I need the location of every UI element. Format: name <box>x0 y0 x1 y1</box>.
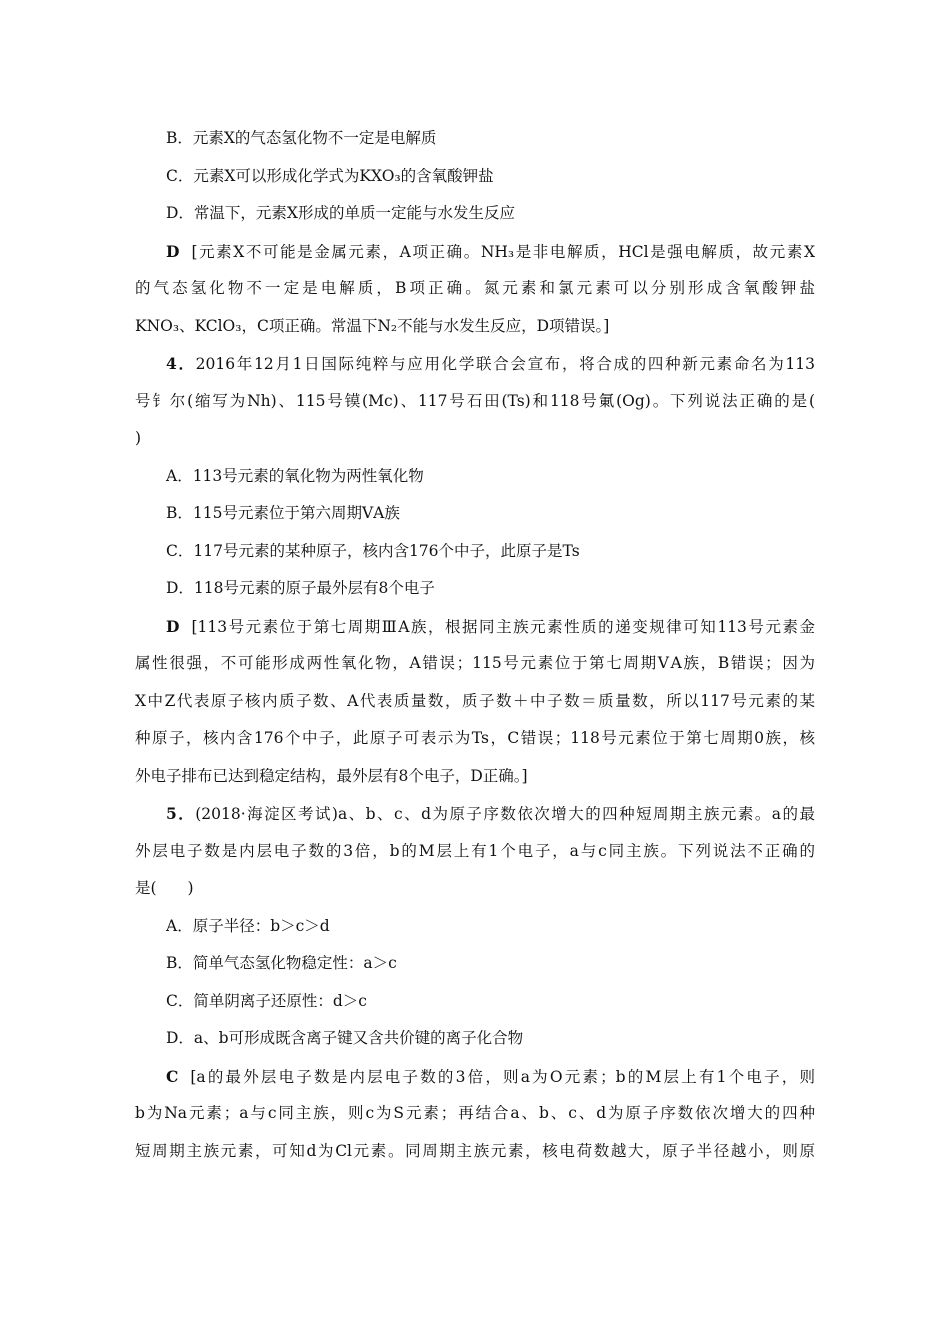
q3-option-d: D．常温下，元素X形成的单质一定能与水发生反应 <box>166 204 515 222</box>
q4-stem-line-2: 号钅尔(缩写为Nh)、115号镆(Mc)、117号石田(Ts)和118号氭(Og)。下列说法正确的是( <box>135 391 815 410</box>
q5-option-c: C．简单阴离子还原性：d＞c <box>166 991 367 1010</box>
q4-answer-letter: D <box>166 616 180 636</box>
q4-stem-text-1: 2016年12月1日国际纯粹与应用化学联合会宣布，将合成的四种新元素命名为113 <box>195 355 815 373</box>
q5-answer-line-1 <box>135 1058 815 1096</box>
q3-option-b: B．元素X的气态氢化物不一定是电解质 <box>166 129 437 147</box>
q4-explanation-line-5: 外电子排布已达到稳定结构，最外层有8个电子，D正确。] <box>135 766 528 785</box>
q3-answer-letter: D <box>166 241 180 261</box>
q4-option-d: D．118号元素的原子最外层有8个电子 <box>166 579 435 597</box>
q3-answer-line-1 <box>135 233 815 271</box>
q4-explanation-line-1: [113号元素位于第七周期ⅢA族，根据同主族元素性质的递变规律可知113号元素金 <box>191 617 815 636</box>
q3-explanation-line-3: KNO₃、KClO₃，C项正确。常温下N₂不能与水发生反应，D项错误。] <box>135 316 610 335</box>
q5-stem-line-2: 外层电子数是内层电子数的3倍，b的M层上有1个电子，a与c同主族。下列说法不正确的 <box>135 841 815 860</box>
q5-answer-letter: C <box>166 1066 179 1086</box>
q5-option-a: A．原子半径：b＞c＞d <box>166 916 330 935</box>
q5-explanation-line-1: [a的最外层电子数是内层电子数的3倍，则a为O元素；b的M层上有1个电子，则 <box>190 1067 815 1086</box>
q4-option-a: A．113号元素的氧化物为两性氧化物 <box>166 466 424 485</box>
q5-stem-line-1 <box>135 795 815 833</box>
q3-explanation-line-2: 的气态氢化物不一定是电解质，B项正确。氮元素和氯元素可以分别形成含氧酸钾盐 <box>135 279 815 297</box>
q5-explanation-line-3: 短周期主族元素，可知d为Cl元素。同周期主族元素，核电荷数越大，原子半径越小，则原 <box>135 1141 815 1160</box>
q4-number: 4． <box>166 354 196 373</box>
q5-option-d: D．a、b可形成既含离子键又含共价键的离子化合物 <box>166 1029 524 1047</box>
q4-stem-line-1 <box>135 345 815 383</box>
q5-explanation-line-2: b为Na元素；a与c同主族，则c为S元素；再结合a、b、c、d为原子序数依次增大的四种 <box>135 1104 815 1122</box>
q3-explanation-line-1: [元素X不可能是金属元素，A项正确。NH₃是非电解质，HCl是强电解质，故元素X <box>191 242 815 261</box>
q4-option-c: C．117号元素的某种原子，核内含176个中子，此原子是Ts <box>166 541 580 560</box>
document-page <box>135 120 815 1170</box>
q5-number: 5． <box>166 804 196 823</box>
q4-stem-line-3: ) <box>135 429 142 447</box>
q5-stem-text-1: (2018·海淀区考试)a、b、c、d为原子序数依次增大的四种短周期主族元素。a的最 <box>195 805 815 823</box>
q5-option-b: B．简单气态氢化物稳定性：a＞c <box>166 954 397 972</box>
q4-explanation-line-3: X中Z代表原子核内质子数、A代表质量数，质子数＋中子数＝质量数，所以117号元素的某 <box>135 691 815 710</box>
q4-explanation-line-2: 属性很强，不可能形成两性氧化物，A错误；115号元素位于第七周期ⅤA族，B错误；因为 <box>135 654 815 672</box>
q4-option-b: B．115号元素位于第六周期ⅤA族 <box>166 504 400 522</box>
q4-explanation-line-4: 种原子，核内含176个中子，此原子可表示为Ts，C错误；118号元素位于第七周期0族，核 <box>135 729 815 747</box>
q5-stem-line-3: 是( ) <box>135 879 194 897</box>
q3-option-c: C．元素X可以形成化学式为KXO₃的含氧酸钾盐 <box>166 166 494 185</box>
q4-answer-line-1 <box>135 608 815 646</box>
